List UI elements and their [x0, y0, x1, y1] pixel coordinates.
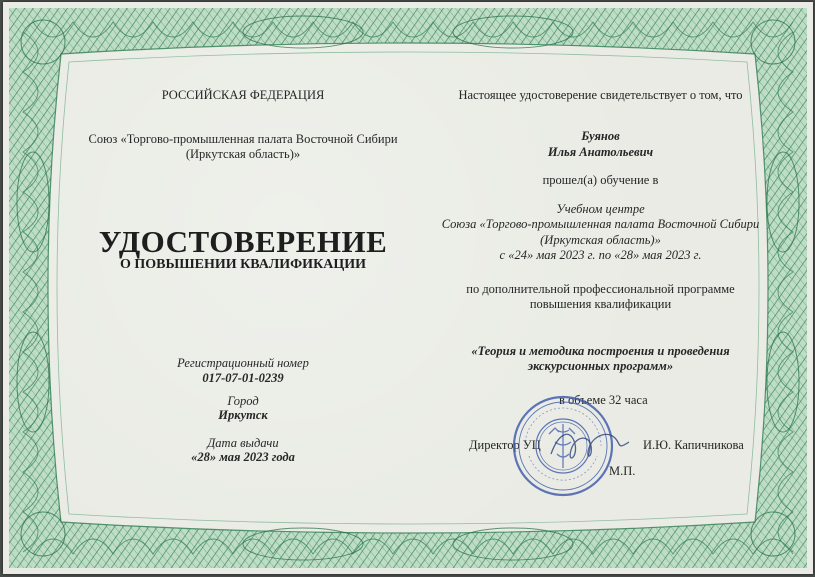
- city-value: Иркутск: [218, 408, 268, 422]
- reg-number-value: 017-07-01-0239: [202, 371, 284, 385]
- training-center-line-2: Союза «Торгово-промышленная палата Восточной Сибири: [441, 217, 760, 231]
- issue-date-value: «28» мая 2023 года: [191, 450, 295, 464]
- stamp-place-label: М.П.: [609, 464, 636, 478]
- course-title-line-2: экскурсионных программ»: [527, 359, 674, 373]
- director-name: И.Ю. Капичникова: [643, 438, 744, 452]
- director-signature: [545, 420, 635, 470]
- program-line-2: повышения квалификации: [529, 297, 672, 311]
- training-center-line-3: (Иркутская область)»: [540, 233, 661, 247]
- document-subtitle: О ПОВЫШЕНИИ КВАЛИФИКАЦИИ: [119, 257, 367, 272]
- course-hours: в объеме 32 часа: [559, 393, 648, 407]
- training-period: с «24» мая 2023 г. по «28» мая 2023 г.: [499, 248, 702, 262]
- issue-date-label: Дата выдачи: [207, 436, 279, 450]
- issuer-line-2: (Иркутская область)»: [185, 147, 301, 161]
- certificate-sheet: [3, 2, 813, 574]
- director-label: Директор УЦ: [469, 438, 541, 452]
- reg-number-label: Регистрационный номер: [177, 356, 309, 370]
- passed-training-text: прошел(а) обучение в: [542, 173, 659, 187]
- issuer-line-1: Союз «Торгово-промышленная палата Восточной Сибири: [88, 132, 398, 146]
- course-title-line-1: «Теория и методика построения и проведения: [471, 344, 730, 358]
- country-label: РОССИЙСКАЯ ФЕДЕРАЦИЯ: [161, 88, 325, 102]
- training-center-line-1: Учебном центре: [556, 202, 645, 216]
- holder-surname: Буянов: [581, 129, 620, 143]
- document-title: УДОСТОВЕРЕНИЕ: [98, 224, 388, 259]
- holder-name: Илья Анатольевич: [547, 145, 654, 159]
- city-label: Город: [227, 394, 259, 408]
- intro-text: Настоящее удостоверение свидетельствует о том, что: [458, 88, 743, 102]
- program-line-1: по дополнительной профессиональной программе: [466, 282, 735, 296]
